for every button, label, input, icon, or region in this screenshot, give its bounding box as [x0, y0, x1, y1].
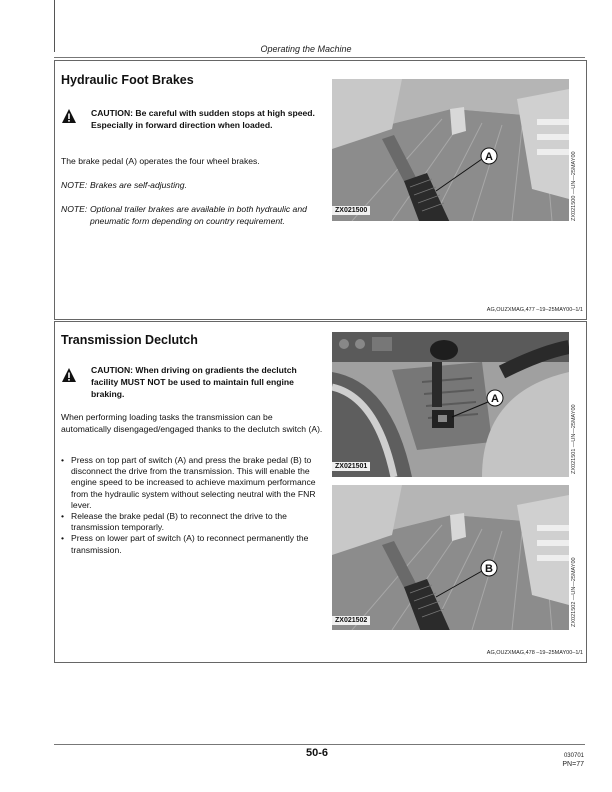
note-label: NOTE: — [61, 180, 88, 190]
note-text: Optional trailer brakes are available in both hydraulic and pneumatic form depending on country requirement. — [90, 204, 307, 226]
running-header: Operating the Machine — [260, 44, 352, 54]
callout-label: A — [491, 393, 499, 405]
section-title: Transmission Declutch — [61, 333, 198, 347]
note-trailer-brakes — [61, 204, 323, 244]
image-code: ZX021502 — [332, 616, 370, 625]
warning-icon — [61, 108, 77, 129]
image-code: ZX021501 — [332, 462, 370, 471]
section-hydraulic-brakes — [54, 60, 587, 320]
body-text: When performing loading tasks the transmission can be automatically disengaged/engaged thanks to the declutch switch (A). — [61, 412, 323, 434]
date-code: 030701 — [563, 753, 584, 759]
callout-label: A — [485, 151, 493, 163]
image-side-code: ZX021501 —UN—25MAY00 — [571, 404, 577, 474]
header-divider — [54, 57, 585, 58]
brake-pedal-b-photo — [332, 485, 569, 630]
instruction-list — [61, 455, 323, 556]
warning-icon — [61, 367, 77, 388]
page-number: 50-6 — [306, 747, 329, 759]
pn-code: PN=77 — [562, 761, 584, 768]
list-item: • Press on top part of switch (A) and press the brake pedal (B) to disconnect the drive from the transmission. This will enable the engine speed to be increased to achieve maximum performance from the hydraulic system without selecting neutral with the FNR lever. — [61, 455, 323, 511]
brake-pedal-photo — [332, 79, 569, 221]
section-transmission-declutch — [54, 321, 587, 663]
caution-text: CAUTION: When driving on gradients the declutch facility MUST NOT be used to maintain full engine braking. — [91, 365, 297, 399]
section-title: Hydraulic Foot Brakes — [61, 73, 194, 87]
footer-divider — [54, 744, 585, 745]
note-label: NOTE: — [61, 204, 88, 214]
note-text: Brakes are self-adjusting. — [90, 180, 187, 190]
image-code: ZX021500 — [332, 206, 370, 215]
caution-text: CAUTION: Be careful with sudden stops at high speed. Especially in forward direction when loaded. — [91, 108, 315, 130]
image-side-code: ZX021500 —UN—25MAY00 — [571, 151, 577, 221]
note-self-adjusting — [61, 180, 323, 192]
list-item: • Release the brake pedal (B) to reconnect the drive to the transmission temporarly. — [61, 511, 323, 533]
reference-code: AG,OUZXMAG,477 –19–25MAY00–1/1 — [486, 307, 583, 313]
image-side-code: ZX021502 —UN—25MAY00 — [571, 557, 577, 627]
list-item: • Press on lower part of switch (A) to reconnect permanently the transmission. — [61, 533, 323, 555]
body-text: The brake pedal (A) operates the four wheel brakes. — [61, 156, 260, 166]
declutch-switch-photo — [332, 332, 569, 477]
reference-code: AG,OUZXMAG,478 –19–25MAY00–1/1 — [486, 650, 583, 656]
callout-label: B — [485, 563, 493, 575]
